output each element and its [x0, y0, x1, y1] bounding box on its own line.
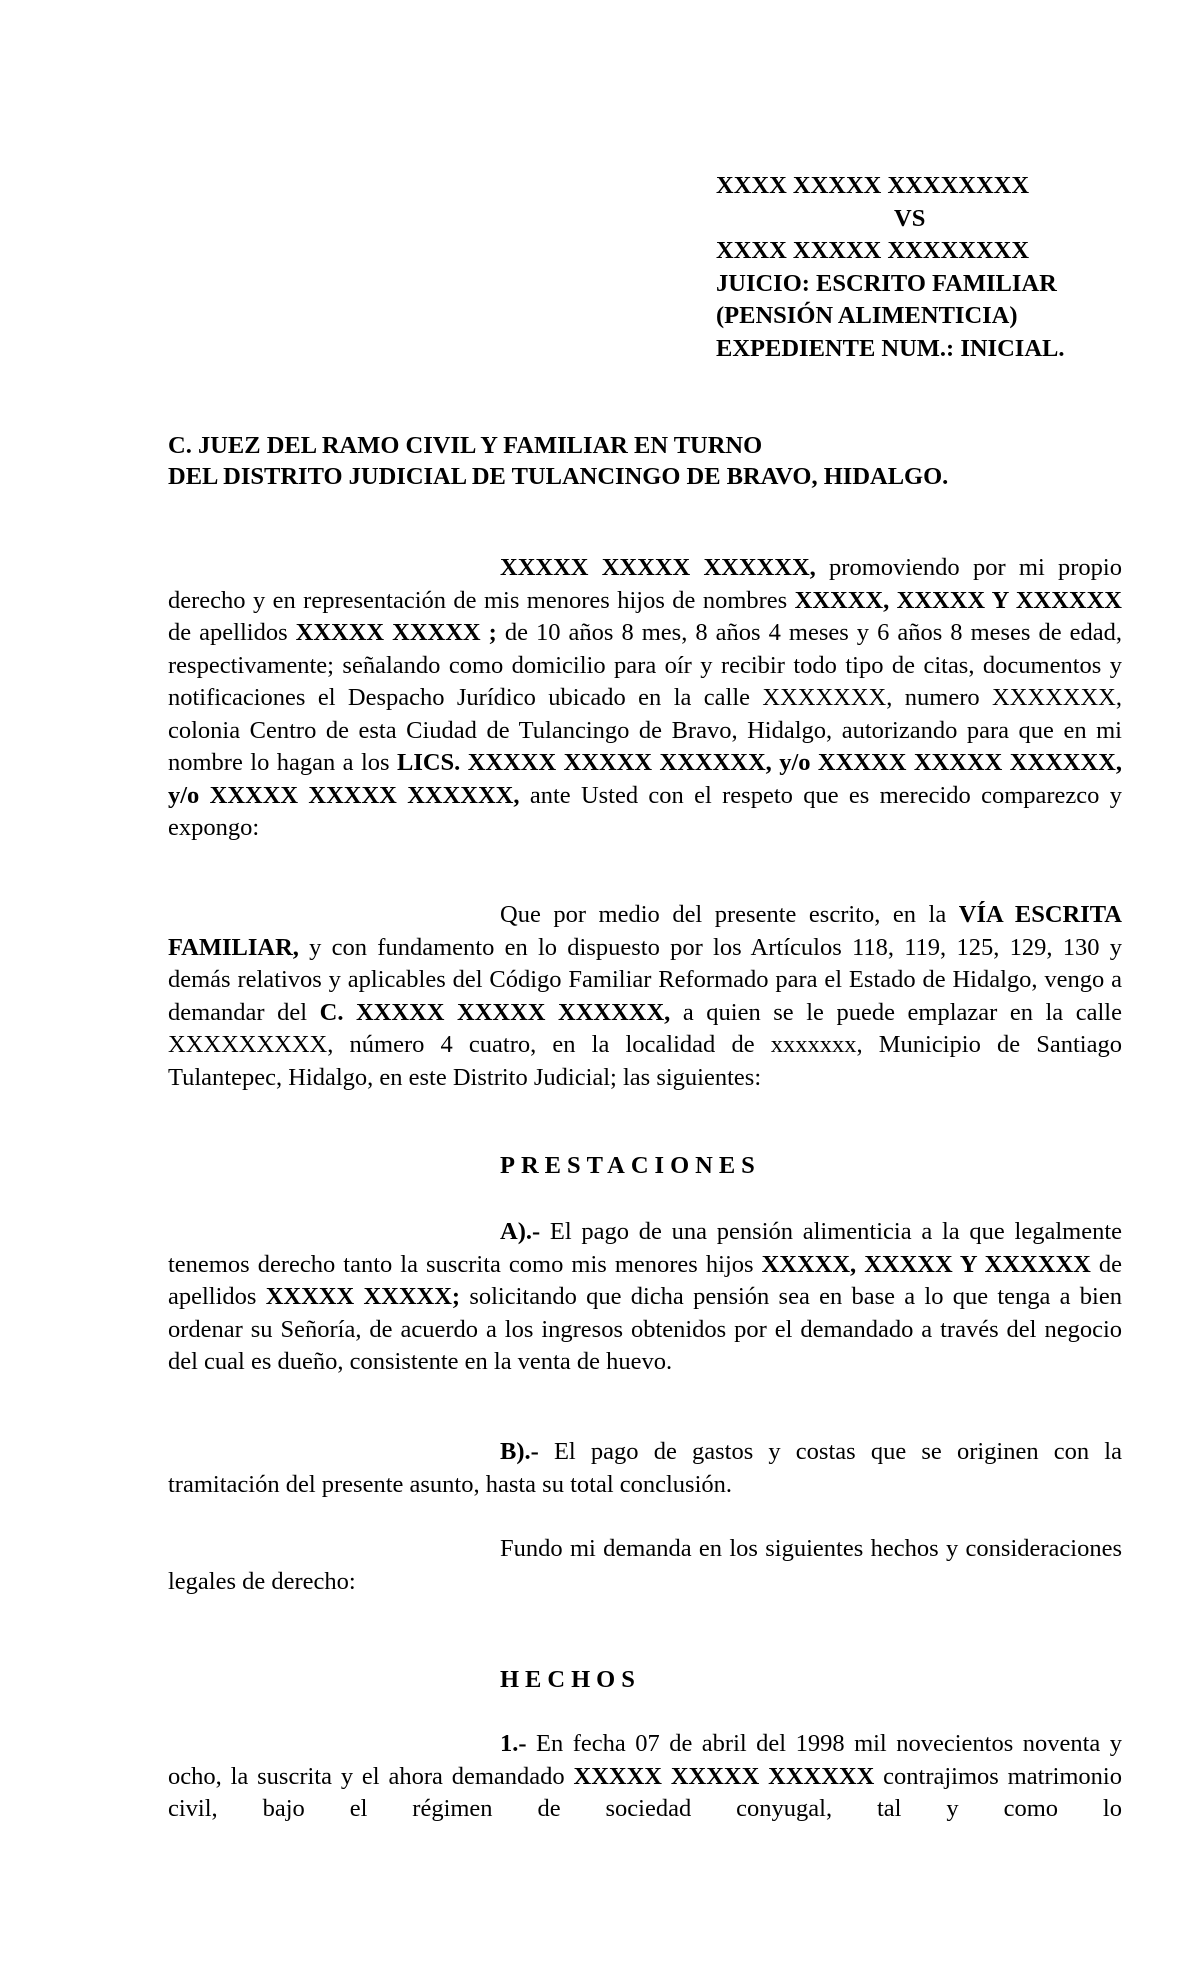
intro-text-2: de apellidos — [168, 619, 296, 646]
fundo-paragraph — [168, 1533, 1122, 1598]
defendant-name: XXXX XXXXX XXXXXXXX — [716, 237, 1030, 264]
intro-text-1: promoviendo por mi propio derecho y en representación de mis menores hijos de nombres — [168, 554, 1122, 614]
item-a-text-2: de apellidos — [168, 1250, 1122, 1310]
via-escrita-familiar: VÍA ESCRITA FAMILIAR, — [168, 901, 1122, 961]
hecho-1 — [168, 1728, 1122, 1826]
demand-text-2: y con fundamento en lo dispuesto por los Artículos 118, 119, 125, 129, 130 y demás relativos y aplicables del Código Familiar Reformado para el Estado de Hidalgo, vengo a demandar del — [168, 933, 1122, 1026]
versus-label: VS — [894, 204, 926, 232]
case-header — [716, 170, 1064, 365]
children-names: XXXXX, XXXXX Y XXXXXX — [794, 586, 1122, 614]
demand-text-1: Que por medio del presente escrito, en la — [500, 901, 959, 928]
intro-text-3: de 10 años 8 mes, 8 años 4 meses y 6 años 8 meses de edad, respectivamente; señalando como domicilio para oír y recibir todo tipo de citas, documentos y notificaciones el Despacho Jurídico ubicado en la calle XXXXXXX, numero XXXXXXX, colonia Centro de esta Ciudad de Tulancingo de Bravo, Hidalgo, autorizando para que en mi nombre lo hagan a los — [168, 619, 1123, 776]
addressee-line-2: DEL DISTRITO JUDICIAL DE TULANCINGO DE BRAVO, HIDALGO. — [168, 463, 949, 490]
fundo-text: Fundo mi demanda en los siguientes hechos y consideraciones legales de derecho: — [168, 1535, 1122, 1595]
trial-subject: (PENSIÓN ALIMENTICIA) — [716, 302, 1018, 329]
prestaciones-heading: PRESTACIONES — [500, 1152, 761, 1179]
hecho-1-defendant: XXXXX XXXXX XXXXXX — [573, 1762, 875, 1790]
item-b-label: B).- — [500, 1438, 539, 1465]
authorized-lawyers: LICS. XXXXX XXXXX XXXXXX, y/o XXXXX XXXXX XXXXXX, y/o XXXXX XXXXX XXXXXX, — [168, 749, 1122, 809]
promovente-name: XXXXX XXXXX XXXXXX, — [500, 554, 816, 581]
file-number: EXPEDIENTE NUM.: INICIAL. — [716, 334, 1065, 362]
item-b-text: El pago de gastos y costas que se originen con la tramitación del presente asunto, hasta su total conclusión. — [168, 1438, 1122, 1498]
trial-type: JUICIO: ESCRITO FAMILIAR — [716, 269, 1057, 297]
defendant-ref: C. XXXXX XXXXX XXXXXX, — [319, 998, 671, 1026]
addressee-block — [168, 430, 948, 492]
prestacion-b — [168, 1436, 1122, 1501]
item-a-label: A).- — [500, 1218, 541, 1245]
item-a-children-names: XXXXX, XXXXX Y XXXXXX — [761, 1250, 1091, 1278]
intro-paragraph — [168, 552, 1122, 845]
hecho-1-text-2: contrajimos matrimonio civil, bajo el régimen de sociedad conyugal, tal y como lo — [168, 1762, 1122, 1822]
hecho-1-text-1: En fecha 07 de abril del 1998 mil novecientos noventa y ocho, la suscrita y el ahora demandado — [168, 1730, 1122, 1790]
children-surnames: XXXXX XXXXX ; — [295, 619, 497, 646]
intro-text-4: ante Usted con el respeto que es merecido comparezco y expongo: — [168, 781, 1122, 841]
hecho-1-label: 1.- — [500, 1730, 527, 1757]
demand-text-3: a quien se le puede emplazar en la calle XXXXXXXXX, número 4 cuatro, en la localidad de xxxxxxx, Municipio de Santiago Tulantepec, Hidalgo, en este Distrito Judicial; las siguientes: — [168, 998, 1122, 1091]
addressee-line-1: C. JUEZ DEL RAMO CIVIL Y FAMILIAR EN TURNO — [168, 432, 763, 459]
item-a-text-1: El pago de una pensión alimenticia a la que legalmente tenemos derecho tanto la suscrita como mis menores hijos — [168, 1218, 1122, 1278]
prestacion-a — [168, 1216, 1122, 1379]
demand-paragraph — [168, 899, 1122, 1094]
item-a-text-3: solicitando que dicha pensión sea en base a lo que tenga a bien ordenar su Señoría, de acuerdo a los ingresos obtenidos por el demandado a través del negocio del cual es dueño, consistente en la venta de huevo. — [168, 1283, 1122, 1375]
plaintiff-name: XXXX XXXXX XXXXXXXX — [716, 172, 1030, 199]
hechos-heading: HECHOS — [500, 1666, 641, 1693]
item-a-children-surnames: XXXXX XXXXX; — [265, 1283, 461, 1310]
